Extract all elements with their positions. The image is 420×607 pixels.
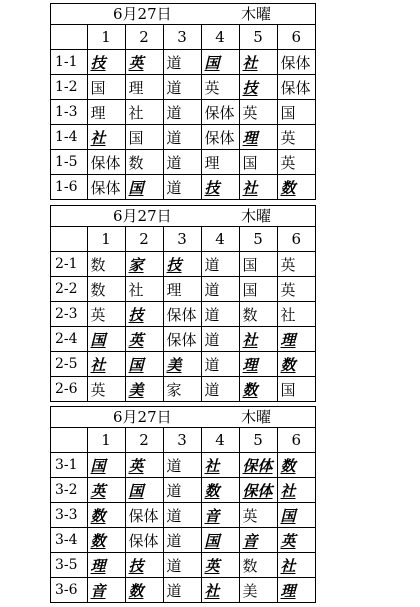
subject-cell bbox=[277, 478, 315, 503]
subject: 道 bbox=[166, 531, 182, 550]
class-row bbox=[51, 453, 315, 478]
subject: 道 bbox=[166, 153, 182, 172]
subject-cell bbox=[239, 578, 277, 603]
subject: 数 bbox=[242, 305, 258, 324]
subject-changed: 国 bbox=[128, 178, 144, 197]
subject-changed: 家 bbox=[128, 255, 144, 274]
subject: 保体 bbox=[90, 178, 121, 197]
corner-cell bbox=[51, 227, 87, 252]
subject-cell bbox=[163, 125, 201, 150]
subject-changed: 理 bbox=[242, 355, 258, 374]
subject-changed: 理 bbox=[280, 330, 296, 349]
subject-cell bbox=[201, 478, 239, 503]
period-number: 3 bbox=[163, 428, 201, 453]
subject: 保体 bbox=[204, 128, 235, 147]
corner-cell bbox=[51, 428, 87, 453]
subject-cell bbox=[239, 553, 277, 578]
subject-cell bbox=[87, 327, 125, 352]
subject-cell bbox=[163, 277, 201, 302]
subject: 理 bbox=[90, 103, 106, 122]
subject-cell bbox=[201, 150, 239, 175]
subject-changed: 音 bbox=[90, 581, 106, 600]
subject-changed: 数 bbox=[128, 581, 144, 600]
subject-cell bbox=[239, 150, 277, 175]
subject-changed: 社 bbox=[90, 128, 106, 147]
subject: 保体 bbox=[128, 506, 159, 525]
class-label: 3-2 bbox=[51, 478, 87, 503]
subject-cell bbox=[277, 277, 315, 302]
subject-cell bbox=[87, 352, 125, 377]
subject-cell bbox=[163, 75, 201, 100]
block-weekday: 木曜 bbox=[241, 408, 272, 426]
period-number: 3 bbox=[163, 227, 201, 252]
subject: 国 bbox=[242, 255, 258, 274]
subject-cell bbox=[239, 50, 277, 75]
corner-cell bbox=[51, 25, 87, 50]
subject-cell bbox=[239, 453, 277, 478]
subject: 道 bbox=[204, 380, 220, 399]
subject-changed: 技 bbox=[242, 78, 258, 97]
block-date: 6月27日 bbox=[113, 5, 172, 23]
subject-cell bbox=[201, 125, 239, 150]
subject-cell bbox=[163, 302, 201, 327]
class-row bbox=[51, 377, 315, 402]
subject-cell bbox=[277, 578, 315, 603]
class-row bbox=[51, 175, 315, 200]
subject-cell bbox=[239, 352, 277, 377]
timetable bbox=[51, 25, 315, 199]
subject-cell bbox=[201, 277, 239, 302]
subject: 理 bbox=[128, 78, 144, 97]
subject-cell bbox=[163, 453, 201, 478]
subject: 家 bbox=[166, 380, 182, 399]
subject-changed: 保体 bbox=[242, 481, 273, 500]
subject-cell bbox=[277, 453, 315, 478]
class-label: 1-3 bbox=[51, 100, 87, 125]
subject-changed: 技 bbox=[128, 556, 144, 575]
subject-cell bbox=[201, 453, 239, 478]
period-number: 5 bbox=[239, 428, 277, 453]
subject-cell bbox=[277, 150, 315, 175]
subject-cell bbox=[277, 503, 315, 528]
subject-cell bbox=[125, 150, 163, 175]
period-number: 4 bbox=[201, 227, 239, 252]
subject: 国 bbox=[242, 280, 258, 299]
class-label: 1-2 bbox=[51, 75, 87, 100]
subject: 英 bbox=[90, 380, 106, 399]
subject-cell bbox=[87, 175, 125, 200]
timetable bbox=[51, 227, 315, 401]
subject-cell bbox=[163, 553, 201, 578]
class-label: 2-5 bbox=[51, 352, 87, 377]
period-number: 4 bbox=[201, 428, 239, 453]
subject: 英 bbox=[280, 153, 296, 172]
timetable-block-grade-1 bbox=[50, 3, 316, 200]
subject: 保体 bbox=[280, 53, 311, 72]
class-label: 3-5 bbox=[51, 553, 87, 578]
subject-cell bbox=[277, 528, 315, 553]
subject-cell bbox=[87, 528, 125, 553]
subject-changed: 数 bbox=[90, 531, 106, 550]
subject-cell bbox=[277, 50, 315, 75]
subject: 道 bbox=[204, 355, 220, 374]
subject-cell bbox=[87, 100, 125, 125]
subject: 道 bbox=[166, 103, 182, 122]
subject-changed: 数 bbox=[90, 506, 106, 525]
block-date: 6月27日 bbox=[113, 207, 172, 225]
class-row bbox=[51, 327, 315, 352]
class-row bbox=[51, 150, 315, 175]
subject-changed: 国 bbox=[90, 330, 106, 349]
class-row bbox=[51, 352, 315, 377]
subject-changed: 英 bbox=[128, 53, 144, 72]
subject: 英 bbox=[242, 506, 258, 525]
class-row bbox=[51, 503, 315, 528]
subject: 英 bbox=[204, 78, 220, 97]
period-number: 1 bbox=[87, 227, 125, 252]
subject: 道 bbox=[204, 330, 220, 349]
period-number: 2 bbox=[125, 428, 163, 453]
subject-changed: 国 bbox=[280, 506, 296, 525]
subject-cell bbox=[201, 503, 239, 528]
subject-cell bbox=[163, 377, 201, 402]
subject-changed: 社 bbox=[242, 178, 258, 197]
subject-cell bbox=[277, 75, 315, 100]
class-row bbox=[51, 302, 315, 327]
subject-cell bbox=[239, 100, 277, 125]
subject-cell bbox=[125, 75, 163, 100]
subject-cell bbox=[125, 327, 163, 352]
subject-changed: 社 bbox=[204, 581, 220, 600]
subject-cell bbox=[163, 478, 201, 503]
subject: 英 bbox=[90, 305, 106, 324]
subject-cell bbox=[239, 478, 277, 503]
class-label: 3-1 bbox=[51, 453, 87, 478]
class-label: 3-6 bbox=[51, 578, 87, 603]
subject-cell bbox=[239, 125, 277, 150]
subject: 数 bbox=[90, 255, 106, 274]
class-row bbox=[51, 252, 315, 277]
subject-cell bbox=[201, 100, 239, 125]
subject-cell bbox=[87, 125, 125, 150]
subject-cell bbox=[125, 503, 163, 528]
subject-cell bbox=[201, 327, 239, 352]
subject-cell bbox=[201, 302, 239, 327]
subject-cell bbox=[125, 50, 163, 75]
period-number: 4 bbox=[201, 25, 239, 50]
subject-cell bbox=[277, 377, 315, 402]
subject: 社 bbox=[280, 305, 296, 324]
subject: 道 bbox=[204, 305, 220, 324]
subject-cell bbox=[239, 528, 277, 553]
class-row bbox=[51, 100, 315, 125]
subject-cell bbox=[125, 125, 163, 150]
subject-cell bbox=[87, 50, 125, 75]
subject-cell bbox=[125, 453, 163, 478]
subject-cell bbox=[201, 377, 239, 402]
subject-changed: 技 bbox=[166, 255, 182, 274]
subject-changed: 社 bbox=[242, 53, 258, 72]
subject-cell bbox=[201, 75, 239, 100]
subject-changed: 英 bbox=[204, 556, 220, 575]
class-row bbox=[51, 50, 315, 75]
subject-cell bbox=[201, 175, 239, 200]
subject-cell bbox=[277, 352, 315, 377]
period-number: 2 bbox=[125, 25, 163, 50]
subject-cell bbox=[163, 150, 201, 175]
subject-changed: 数 bbox=[280, 178, 296, 197]
subject-cell bbox=[277, 100, 315, 125]
timetable-block-grade-3 bbox=[50, 406, 316, 603]
period-number: 1 bbox=[87, 25, 125, 50]
subject: 道 bbox=[166, 128, 182, 147]
subject-cell bbox=[239, 302, 277, 327]
subject: 英 bbox=[242, 103, 258, 122]
subject-changed: 数 bbox=[204, 481, 220, 500]
subject: 道 bbox=[166, 456, 182, 475]
subject-cell bbox=[87, 150, 125, 175]
block-header bbox=[51, 4, 315, 25]
subject-changed: 技 bbox=[90, 53, 106, 72]
subject-cell bbox=[239, 277, 277, 302]
subject-cell bbox=[125, 100, 163, 125]
subject: 国 bbox=[128, 128, 144, 147]
subject: 道 bbox=[204, 280, 220, 299]
subject-cell bbox=[201, 553, 239, 578]
block-weekday: 木曜 bbox=[241, 5, 272, 23]
subject-cell bbox=[277, 327, 315, 352]
subject-cell bbox=[125, 553, 163, 578]
subject-changed: 数 bbox=[280, 355, 296, 374]
subject-cell bbox=[87, 453, 125, 478]
subject: 美 bbox=[242, 581, 258, 600]
subject-changed: 理 bbox=[90, 556, 106, 575]
subject-changed: 英 bbox=[90, 481, 106, 500]
subject-cell bbox=[125, 252, 163, 277]
period-header-row bbox=[51, 428, 315, 453]
subject: 道 bbox=[204, 255, 220, 274]
subject-cell bbox=[163, 100, 201, 125]
subject: 理 bbox=[166, 280, 182, 299]
class-label: 2-1 bbox=[51, 252, 87, 277]
subject-cell bbox=[277, 175, 315, 200]
subject-cell bbox=[163, 352, 201, 377]
subject: 道 bbox=[166, 178, 182, 197]
subject: 保体 bbox=[166, 330, 197, 349]
block-header bbox=[51, 407, 315, 428]
subject-cell bbox=[87, 503, 125, 528]
subject: 保体 bbox=[90, 153, 121, 172]
subject-changed: 英 bbox=[128, 456, 144, 475]
subject-cell bbox=[87, 478, 125, 503]
subject: 保体 bbox=[280, 78, 311, 97]
subject-changed: 数 bbox=[242, 380, 258, 399]
subject: 英 bbox=[280, 280, 296, 299]
subject-cell bbox=[277, 125, 315, 150]
subject-changed: 理 bbox=[242, 128, 258, 147]
subject-changed: 英 bbox=[280, 531, 296, 550]
subject-cell bbox=[125, 377, 163, 402]
period-number: 3 bbox=[163, 25, 201, 50]
class-label: 3-4 bbox=[51, 528, 87, 553]
class-label: 1-4 bbox=[51, 125, 87, 150]
subject-changed: 社 bbox=[280, 481, 296, 500]
block-date: 6月27日 bbox=[113, 408, 172, 426]
subject: 保体 bbox=[128, 531, 159, 550]
subject-cell bbox=[125, 578, 163, 603]
subject-cell bbox=[239, 175, 277, 200]
subject-cell bbox=[87, 277, 125, 302]
subject: 道 bbox=[166, 581, 182, 600]
block-weekday: 木曜 bbox=[241, 207, 272, 225]
subject-changed: 音 bbox=[204, 506, 220, 525]
class-label: 1-6 bbox=[51, 175, 87, 200]
subject-changed: 音 bbox=[242, 531, 258, 550]
subject: 道 bbox=[166, 481, 182, 500]
period-header-row bbox=[51, 227, 315, 252]
subject-changed: 社 bbox=[280, 556, 296, 575]
subject-cell bbox=[277, 252, 315, 277]
subject: 社 bbox=[128, 280, 144, 299]
subject-cell bbox=[125, 352, 163, 377]
subject-cell bbox=[163, 528, 201, 553]
subject: 社 bbox=[128, 103, 144, 122]
class-label: 1-5 bbox=[51, 150, 87, 175]
subject-cell bbox=[87, 302, 125, 327]
subject-cell bbox=[163, 503, 201, 528]
class-row bbox=[51, 478, 315, 503]
subject-cell bbox=[163, 175, 201, 200]
subject-changed: 美 bbox=[166, 355, 182, 374]
subject-cell bbox=[201, 252, 239, 277]
subject-cell bbox=[125, 302, 163, 327]
subject: 英 bbox=[280, 255, 296, 274]
subject-cell bbox=[277, 302, 315, 327]
subject-cell bbox=[239, 327, 277, 352]
subject-cell bbox=[201, 352, 239, 377]
subject-cell bbox=[87, 553, 125, 578]
subject: 国 bbox=[242, 153, 258, 172]
subject-changed: 国 bbox=[128, 481, 144, 500]
subject-changed: 社 bbox=[90, 355, 106, 374]
period-header-row bbox=[51, 25, 315, 50]
class-label: 2-2 bbox=[51, 277, 87, 302]
subject-changed: 社 bbox=[204, 456, 220, 475]
subject-cell bbox=[87, 578, 125, 603]
subject-cell bbox=[125, 478, 163, 503]
subject-changed: 保体 bbox=[242, 456, 273, 475]
class-label: 2-3 bbox=[51, 302, 87, 327]
block-header bbox=[51, 206, 315, 227]
subject-cell bbox=[163, 50, 201, 75]
subject-changed: 英 bbox=[128, 330, 144, 349]
period-number: 5 bbox=[239, 227, 277, 252]
class-row bbox=[51, 125, 315, 150]
class-label: 1-1 bbox=[51, 50, 87, 75]
subject-cell bbox=[277, 553, 315, 578]
period-number: 5 bbox=[239, 25, 277, 50]
subject-cell bbox=[125, 175, 163, 200]
subject-cell bbox=[87, 75, 125, 100]
subject: 国 bbox=[280, 103, 296, 122]
subject-changed: 国 bbox=[204, 531, 220, 550]
subject-cell bbox=[87, 252, 125, 277]
subject-changed: 数 bbox=[280, 456, 296, 475]
subject: 道 bbox=[166, 53, 182, 72]
subject-cell bbox=[201, 50, 239, 75]
subject: 道 bbox=[166, 506, 182, 525]
subject: 英 bbox=[280, 128, 296, 147]
class-row bbox=[51, 528, 315, 553]
subject-changed: 技 bbox=[128, 305, 144, 324]
subject-changed: 国 bbox=[128, 355, 144, 374]
subject: 保体 bbox=[166, 305, 197, 324]
class-label: 2-4 bbox=[51, 327, 87, 352]
subject-changed: 国 bbox=[90, 456, 106, 475]
subject-changed: 技 bbox=[204, 178, 220, 197]
period-number: 6 bbox=[277, 428, 315, 453]
subject-cell bbox=[239, 252, 277, 277]
timetable bbox=[51, 428, 315, 602]
period-number: 6 bbox=[277, 227, 315, 252]
subject-cell bbox=[163, 252, 201, 277]
subject: 数 bbox=[90, 280, 106, 299]
subject-cell bbox=[125, 528, 163, 553]
subject-cell bbox=[239, 503, 277, 528]
subject-cell bbox=[163, 327, 201, 352]
subject: 数 bbox=[128, 153, 144, 172]
subject-cell bbox=[201, 578, 239, 603]
period-number: 1 bbox=[87, 428, 125, 453]
subject-changed: 美 bbox=[128, 380, 144, 399]
subject: 国 bbox=[280, 380, 296, 399]
class-label: 3-3 bbox=[51, 503, 87, 528]
subject-cell bbox=[125, 277, 163, 302]
subject: 保体 bbox=[204, 103, 235, 122]
period-number: 6 bbox=[277, 25, 315, 50]
subject-changed: 社 bbox=[242, 330, 258, 349]
subject-cell bbox=[87, 377, 125, 402]
subject-changed: 国 bbox=[204, 53, 220, 72]
timetable-block-grade-2 bbox=[50, 205, 316, 402]
subject-cell bbox=[239, 377, 277, 402]
subject-changed: 理 bbox=[280, 581, 296, 600]
subject: 理 bbox=[204, 153, 220, 172]
subject: 道 bbox=[166, 556, 182, 575]
period-number: 2 bbox=[125, 227, 163, 252]
subject: 数 bbox=[242, 556, 258, 575]
class-row bbox=[51, 578, 315, 603]
subject-cell bbox=[201, 528, 239, 553]
subject-cell bbox=[163, 578, 201, 603]
class-row bbox=[51, 75, 315, 100]
subject: 道 bbox=[166, 78, 182, 97]
subject-cell bbox=[239, 75, 277, 100]
class-row bbox=[51, 553, 315, 578]
subject: 国 bbox=[90, 78, 106, 97]
class-label: 2-6 bbox=[51, 377, 87, 402]
class-row bbox=[51, 277, 315, 302]
